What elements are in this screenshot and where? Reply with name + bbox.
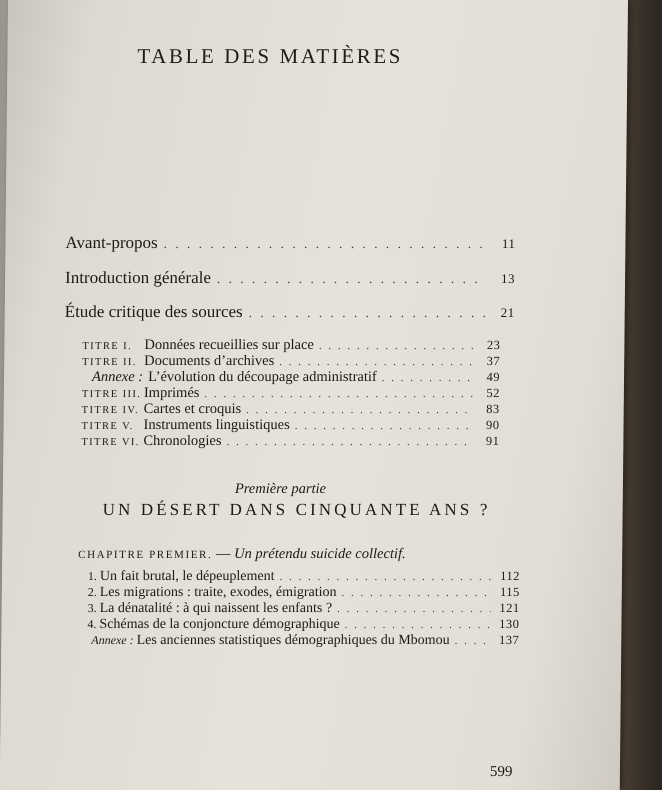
- chapter-dash: —: [212, 546, 235, 562]
- toc-entry-label: Introduction générale: [64, 268, 212, 287]
- subentry-label: Cartes et croquis: [143, 401, 242, 417]
- leader-dots: [249, 305, 487, 321]
- subentry-page: 83: [486, 402, 500, 416]
- chapter-heading: [78, 546, 406, 563]
- toc-subentry: [82, 401, 500, 418]
- chapter-entry-label: La dénatalité : à qui naissent les enfants ?: [99, 601, 333, 616]
- chapter-entry: [88, 601, 520, 617]
- leader-dots: [342, 587, 491, 599]
- toc-subentry: [81, 433, 499, 450]
- chapter-entry-label: Les anciennes statistiques démographiques du Mbomou: [136, 633, 450, 648]
- toc-entry-label: Étude critique des sources: [64, 302, 243, 321]
- subentry-page: 52: [486, 386, 500, 400]
- leader-dots: [345, 619, 491, 631]
- page-number: 599: [489, 764, 513, 780]
- subentry-label: Imprimés: [143, 385, 200, 401]
- subentry-page: 91: [485, 434, 500, 448]
- chapter-entry: [88, 585, 520, 601]
- toc-entry-page: 21: [500, 305, 515, 320]
- leader-dots: [319, 340, 474, 352]
- chapter-entry-page: 112: [500, 569, 521, 583]
- chapter-entry-page: 130: [499, 617, 520, 631]
- toc-subentry: [81, 417, 499, 434]
- leader-dots: [217, 271, 487, 287]
- subentry-label: Documents d’archives: [144, 353, 275, 369]
- leader-dots: [382, 372, 473, 384]
- subentry-prefix: TITRE VI.: [81, 437, 140, 448]
- chapter-entry-number: 1.: [87, 569, 98, 583]
- subentry-page: 90: [485, 418, 500, 432]
- chapter-entry: [87, 617, 519, 633]
- toc-subentry-annexe: [92, 369, 500, 386]
- chapter-entry-number: 2.: [87, 585, 97, 599]
- part-title: UN DÉSERT DANS CINQUANTE ANS ?: [102, 500, 491, 519]
- chapter-title: Un prétendu suicide collectif.: [234, 546, 406, 562]
- chapter-entry-label: Schémas de la conjoncture démographique: [99, 617, 340, 632]
- chapter-entry: [88, 569, 520, 585]
- toc-entry-page: 11: [501, 236, 516, 251]
- subentry-page: 49: [486, 370, 501, 384]
- subentry-label: Instruments linguistiques: [143, 417, 290, 433]
- toc-subentry: [82, 337, 500, 354]
- subentry-label: Chronologies: [143, 433, 222, 449]
- leader-dots: [279, 571, 491, 583]
- subentry-prefix: Annexe :: [91, 369, 144, 385]
- chapter-entry-label: Un fait brutal, le dépeuplement: [99, 569, 275, 584]
- part-label: Première partie: [234, 481, 327, 497]
- subentry-prefix: TITRE III.: [81, 389, 142, 400]
- chapter-entry-label: Les migrations : traite, exodes, émigration: [99, 585, 337, 600]
- toc-entry-avant-propos: [65, 233, 515, 257]
- subentry-prefix: TITRE IV.: [81, 405, 140, 416]
- toc-entry-introduction: [65, 268, 515, 292]
- chapter-entry-page: 137: [498, 633, 520, 647]
- toc-entry-label: Avant-propos: [65, 233, 158, 252]
- chapter-entry-number: 4.: [87, 617, 97, 631]
- chapter-entry-number: 3.: [87, 601, 97, 615]
- subentry-label: L’évolution du découpage administratif: [148, 369, 377, 385]
- chapter-prefix: CHAPITRE PREMIER.: [78, 549, 213, 561]
- toc-subentry: [82, 385, 500, 402]
- chapter-entry-page: 121: [499, 601, 520, 615]
- leader-dots: [337, 603, 491, 615]
- subentry-page: 37: [486, 354, 501, 368]
- chapter-entry-prefix: Annexe :: [91, 633, 134, 647]
- page-title: TABLE DES MATIÈRES: [137, 44, 404, 68]
- subentry-prefix: TITRE V.: [81, 421, 134, 432]
- subentry-page: 23: [486, 338, 501, 352]
- toc-entry-etude-critique: [65, 302, 515, 326]
- subentry-label: Données recueillies sur place: [144, 337, 314, 353]
- leader-dots: [246, 404, 473, 416]
- leader-dots: [455, 635, 491, 647]
- toc-entry-page: 13: [501, 271, 516, 286]
- leader-dots: [164, 236, 488, 252]
- leader-dots: [226, 436, 472, 448]
- leader-dots: [279, 356, 473, 368]
- subentry-prefix: TITRE II.: [82, 357, 137, 368]
- leader-dots: [204, 388, 473, 400]
- chapter-entry-annexe: [91, 633, 519, 649]
- leader-dots: [295, 420, 473, 432]
- chapter-entry-page: 115: [499, 585, 520, 599]
- subentry-prefix: TITRE I.: [82, 341, 133, 352]
- toc-subentry: [82, 353, 500, 370]
